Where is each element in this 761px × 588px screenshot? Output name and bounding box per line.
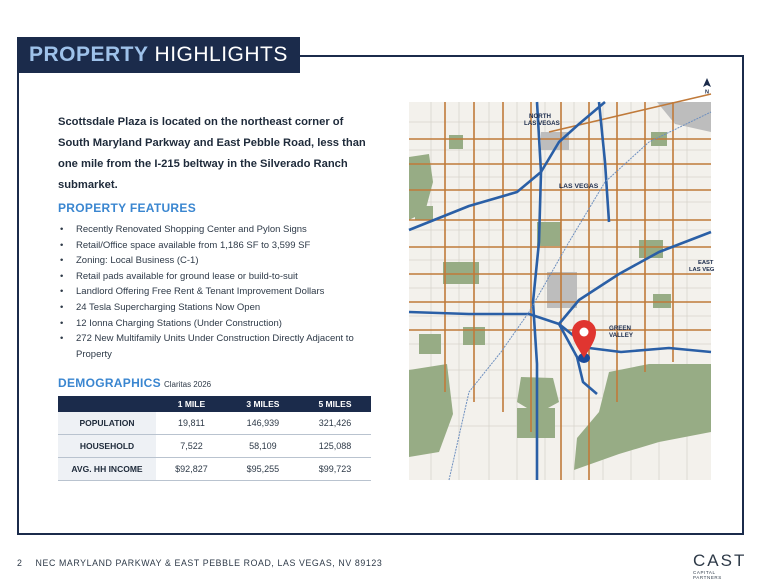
area-map[interactable]: [409, 102, 715, 480]
row-label: HOUSEHOLD: [58, 435, 156, 458]
demographics-table: [58, 396, 371, 481]
list-item: • 12 Ionna Charging Stations (Under Construction): [60, 317, 282, 329]
demographics-source: Claritas 2026: [163, 380, 212, 389]
list-item: • Retail pads available for ground lease or build-to-suit: [60, 270, 298, 282]
list-item: • Zoning: Local Business (C-1): [60, 255, 199, 267]
column-header: 1 MILE: [156, 396, 227, 412]
table-row: [58, 458, 371, 481]
logo-name: CAST: [693, 551, 747, 570]
label-green-valley: GREEN VALLEY: [609, 325, 633, 339]
page-title-light: HIGHLIGHTS: [154, 43, 288, 66]
page-number: 2: [17, 558, 23, 568]
table-cell: 146,939: [227, 412, 299, 435]
label-las-vegas: LAS VEGAS: [559, 183, 599, 190]
label-east-las-vegas: EAST LAS VEG: [689, 260, 715, 273]
label-north-las-vegas: NORTH LAS VEGAS: [524, 113, 560, 127]
row-label: AVG. HH INCOME: [58, 458, 156, 481]
row-label: POPULATION: [58, 412, 156, 435]
page-title: [17, 37, 300, 73]
demographics-heading: DEMOGRAPHICS Claritas 2026: [58, 376, 212, 390]
svg-text:N: N: [705, 89, 709, 96]
list-item: • 272 New Multifamily Units Under Construction Directly Adjacent to Property: [60, 333, 354, 360]
column-header: 5 MILES: [299, 396, 371, 412]
table-cell: 321,426: [299, 412, 371, 435]
property-features-list: [58, 222, 368, 362]
list-item: • 24 Tesla Supercharging Stations Now Open: [60, 301, 261, 313]
table-cell: $95,255: [227, 458, 299, 481]
table-cell: $99,723: [299, 458, 371, 481]
company-logo: [693, 552, 745, 580]
table-cell: 125,088: [299, 435, 371, 458]
north-arrow-icon: [701, 78, 713, 94]
column-header: 3 MILES: [227, 396, 299, 412]
table-header-row: [58, 396, 371, 412]
list-item: • Landlord Offering Free Rent & Tenant Improvement Dollars: [60, 286, 325, 298]
table-row: [58, 412, 371, 435]
table-cell: 19,811: [156, 412, 227, 435]
table-cell: 7,522: [156, 435, 227, 458]
property-features-heading: PROPERTY FEATURES: [58, 201, 197, 215]
footer-address: NEC MARYLAND PARKWAY & EAST PEBBLE ROAD, LAS VEGAS, NV 89123: [35, 558, 383, 568]
page-title-bold: PROPERTY: [29, 43, 149, 66]
intro-paragraph: Scottsdale Plaza is located on the northeast corner of South Maryland Parkway and East Pebble Road, less than one mile from the I-215 beltway in the Silverado Ranch submarket.: [58, 116, 366, 191]
table-row: [58, 435, 371, 458]
list-item: • Recently Renovated Shopping Center and Pylon Signs: [60, 224, 307, 235]
logo-tagline: CAPITAL PARTNERS: [693, 570, 722, 580]
table-cell: 58,109: [227, 435, 299, 458]
list-item: • Retail/Office space available from 1,186 SF to 3,599 SF: [60, 239, 311, 251]
table-cell: $92,827: [156, 458, 227, 481]
footer: [17, 558, 382, 568]
